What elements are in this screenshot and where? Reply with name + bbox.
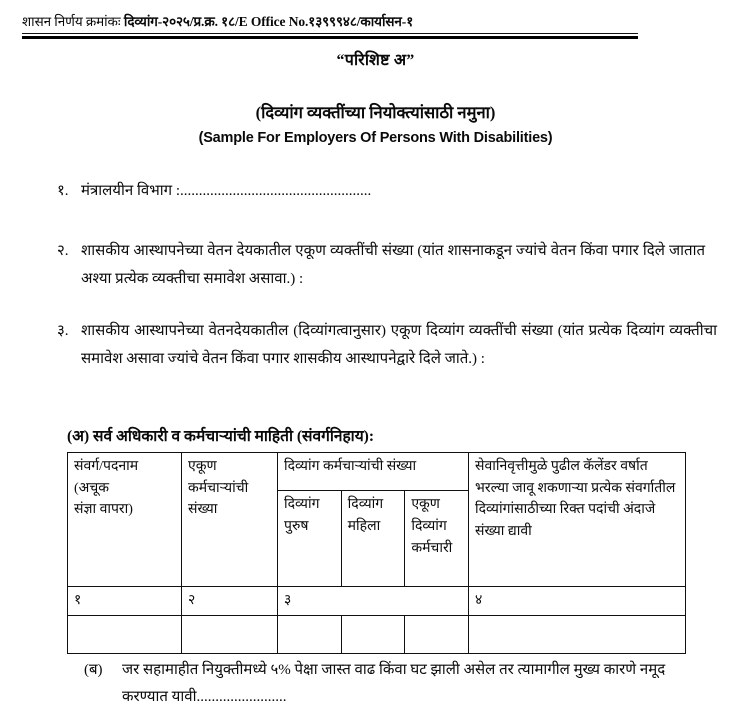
gr-header-reference: दिव्यांग-२०२५/प्र.क्र. १८/E Office No.१३९९९४८/कार्यासन-१ xyxy=(123,14,414,29)
employee-details-table-wrapper xyxy=(67,452,686,654)
table-cell-disabled-male[interactable] xyxy=(278,615,342,653)
column-number-4: ४ xyxy=(469,587,686,616)
table-cell-disabled-total[interactable] xyxy=(405,615,469,653)
table-header-disabled-female: दिव्यांग महिला xyxy=(341,491,405,587)
form-item-1 xyxy=(57,178,577,206)
table-header-cadre-line3: संज्ञा वापरा) xyxy=(74,502,133,518)
table-header-cadre xyxy=(68,453,182,587)
form-item-1-number: १. xyxy=(57,183,69,199)
form-title-english: (Sample For Employers Of Persons With Disabilities) xyxy=(198,130,553,146)
form-item-2 xyxy=(57,238,705,294)
gr-header-label: शासन निर्णय क्रमांकः xyxy=(22,14,124,29)
form-item-3 xyxy=(57,318,717,374)
table-cell-total-employees[interactable] xyxy=(182,615,278,653)
table-row[interactable] xyxy=(68,615,686,653)
header-divider xyxy=(22,33,638,39)
table-cell-estimated-vacancies[interactable] xyxy=(469,615,686,653)
note-b-text: जर सहामाहीत नियुक्तीमध्ये ५% पेक्षा जास्त वाढ किंवा घट झाली असेल तर त्यामागील मुख्य कारणे नमूद करण्यात यावी........................ xyxy=(122,662,666,705)
form-item-3-number: ३. xyxy=(57,323,69,339)
form-item-2-text: शासकीय आस्थापनेच्या वेतन देयकातील एकूण व्यक्तींची संख्या (यांत शासनाकडून ज्यांचे वेतन किंवा पगार दिले जातात अश्या प्रत्येक व्यक्तीचा समावेश असावा.) : xyxy=(81,243,705,287)
table-header-estimated-vacancies: सेवानिवृत्तीमुळे पुढील कॅलेंडर वर्षात भरल्या जावू शकणाऱ्या प्रत्येक संवर्गातील दिव्यांगांसाठीच्या रिक्त पदांची अंदाजे संख्या द्यावी xyxy=(469,453,686,587)
divider-thick-line xyxy=(22,36,638,39)
table-header-row-top xyxy=(68,453,686,491)
table-column-number-row xyxy=(68,587,686,616)
table-header-disabled-total: एकूण दिव्यांग कर्मचारी xyxy=(405,491,469,587)
column-number-3: ३ xyxy=(278,587,469,616)
column-number-2: २ xyxy=(182,587,278,616)
form-title-marathi: (दिव्यांग व्यक्तींच्या नियोक्त्यांसाठी नमुना) xyxy=(255,103,496,122)
form-item-2-number: २. xyxy=(57,243,69,259)
table-cell-disabled-female[interactable] xyxy=(341,615,405,653)
table-header-total-employees: एकूण कर्मचाऱ्यांची संख्या xyxy=(182,453,278,587)
table-header-cadre-line2: (अचूक xyxy=(74,480,109,496)
annexure-title: “परिशिष्ट अ” xyxy=(336,52,415,69)
form-item-1-text: मंत्रालयीन विभाग :................................................... xyxy=(81,183,372,199)
column-number-1: १ xyxy=(68,587,182,616)
government-resolution-header xyxy=(22,14,638,31)
employee-details-table xyxy=(67,452,686,654)
table-header-disabled-male: दिव्यांग पुरुष xyxy=(278,491,342,587)
table-header-disabled-employees-span: दिव्यांग कर्मचाऱ्यांची संख्या xyxy=(278,453,469,491)
table-header-cadre-line1: संवर्ग/पदनाम xyxy=(74,459,139,474)
note-b xyxy=(84,657,684,711)
table-cell-cadre[interactable] xyxy=(68,615,182,653)
section-a-heading: (अ) सर्व अधिकारी व कर्मचाऱ्यांची माहिती (संवर्गनिहाय): xyxy=(67,428,375,445)
note-b-tag: (ब) xyxy=(84,662,103,678)
form-item-3-text: शासकीय आस्थापनेच्या वेतनदेयकातील (दिव्यांगत्वानुसार) एकूण दिव्यांग व्यक्तींची संख्या (यांत प्रत्येक दिव्यांग व्यक्तीचा समावेश असावा ज्यांचे वेतन किंवा पगार शासकीय आस्थापनेद्वारे दिले जाते.) : xyxy=(81,323,717,367)
